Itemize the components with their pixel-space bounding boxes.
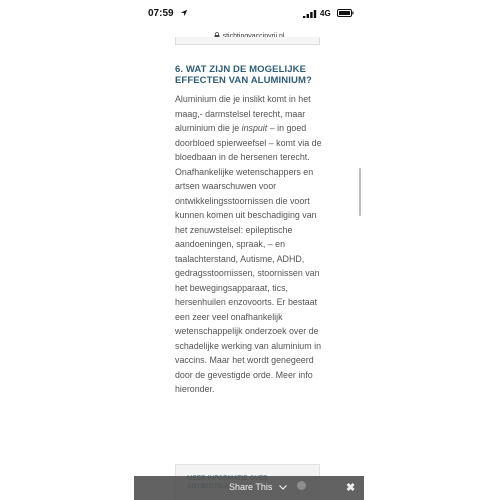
battery-icon (337, 9, 354, 17)
address-bar[interactable] (134, 25, 364, 37)
phone-screen (134, 0, 364, 500)
share-label[interactable]: Share This (229, 482, 273, 492)
previous-info-box (175, 37, 320, 45)
location-arrow-icon (180, 9, 188, 17)
body-text-part-2: – in goed doorbloed spierweefsel – komt via de bloedbaan in de hersenen terecht. Onafhankelijke wetenschappers en artsen waarschuwen voor ontwikkelingsstoornissen die voort kunnen komen uit beschadiging van het zenuwstelsel: epileptische aandoeningen, spraak, – en taalachterstand, Autisme, ADHD, gedragsstoornissen, stoornissen van het bewegingsapparaat, tics, hersenhuilen enzovoorts. Er bestaat een zeer veel onafhankelijk wetenschappelijk onderzoek over de schadelijke werking van aluminium in vaccins. Maar het wordt genegeerd door de gevestigde orde. Meer info hieronder. (175, 123, 322, 394)
info-icon[interactable] (297, 481, 306, 490)
network-type: 4G (320, 9, 331, 18)
section-heading: 6. WAT ZIJN DE MOGELIJKE EFFECTEN VAN ALUMINIUM? (175, 64, 312, 86)
share-bar[interactable] (134, 476, 364, 500)
chevron-down-icon[interactable] (279, 485, 287, 490)
status-bar (134, 0, 364, 26)
article-section (175, 64, 325, 405)
body-text-part-1: Aluminium die je inslikt komt in het maag,- darmstelsel terecht, maar aluminium die je (175, 94, 311, 133)
scroll-indicator[interactable] (359, 168, 361, 216)
signal-icon (303, 10, 317, 18)
article-body (175, 92, 325, 397)
status-time: 07:59 (148, 8, 174, 19)
body-text-emphasis: inspuit (241, 123, 268, 133)
close-icon[interactable]: ✖ (346, 482, 356, 494)
